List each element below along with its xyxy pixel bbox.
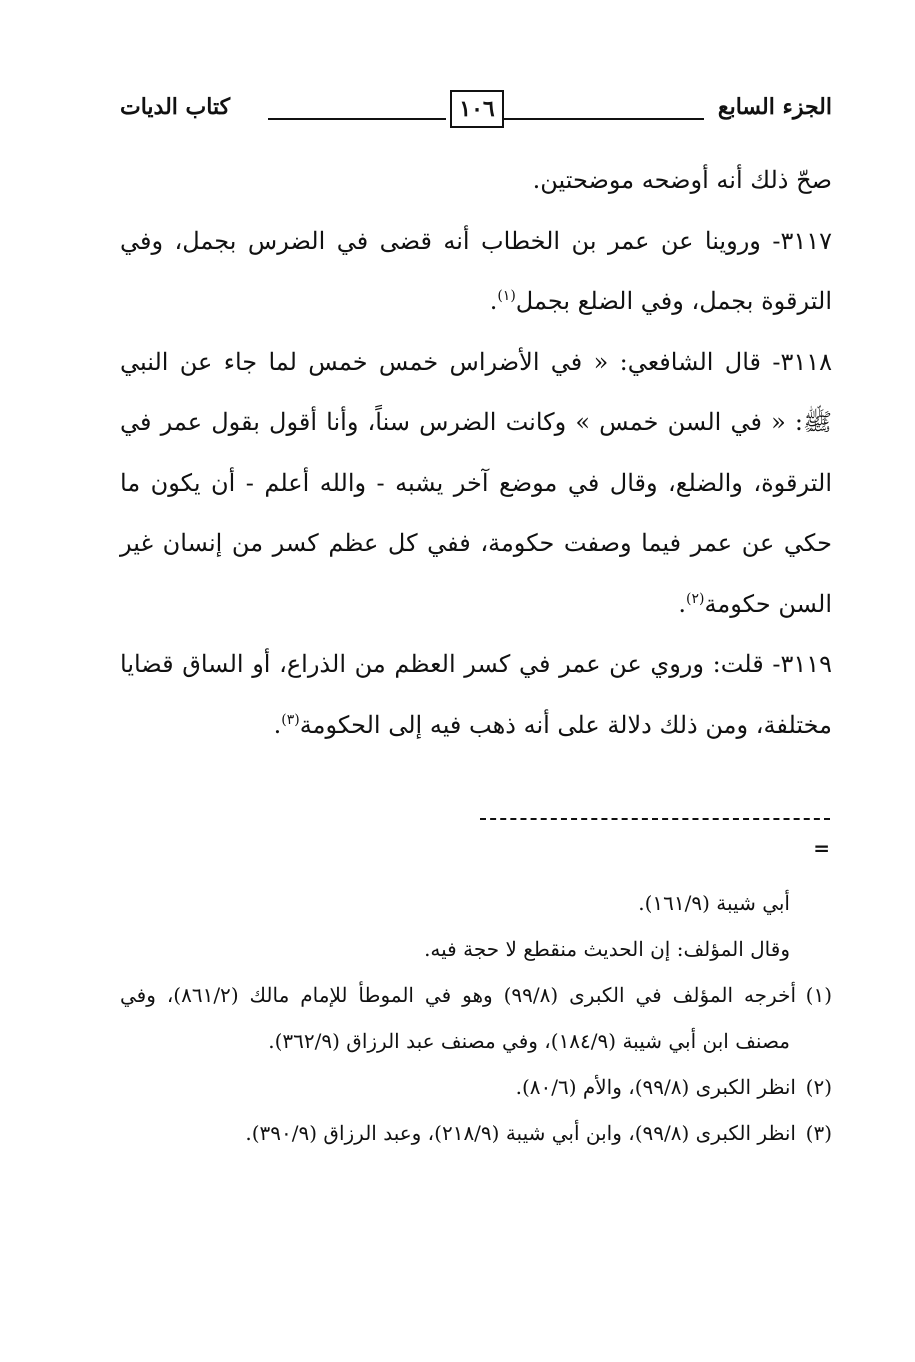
footnote-separator [480,818,830,820]
header-rule-right [504,118,704,120]
page-header [120,86,832,130]
page-number: ١٠٦ [450,90,504,128]
header-rule-left [268,118,446,120]
footnote-continued-line-2: وقال المؤلف: إن الحديث منقطع لا حجة فيه. [424,937,790,961]
footnote-continued-line-1: أبي شيبة (١٦١/٩). [638,891,790,915]
book-title: كتاب الديات [120,94,231,120]
footnotes [120,880,832,1156]
footnote-ref-3: (٣) [281,711,300,728]
footnote-2: (٢)انظر الكبرى (٩٩/٨)، والأم (٨٠/٦). [120,1064,832,1110]
footnote-ref-1: (١) [497,288,516,304]
footnote-number: (١) [805,983,832,1007]
footnote-number: (٣) [805,1121,832,1145]
main-text [120,150,832,755]
footnote-3: (٣)انظر الكبرى (٩٩/٨)، وابن أبي شيبة (٢١٨/٩)، وعبد الرزاق (٣٩٠/٩). [120,1110,832,1156]
paragraph-3119: ٣١١٩- قلت: وروي عن عمر في كسر العظم من الذراع، أو الساق قضايا مختلفة، ومن ذلك دلالة على أنه ذهب فيه إلى الحكومة$^{(٣)}$. [120,650,832,739]
footnote-continuation-mark: = [813,836,830,860]
paragraph-3118: ٣١١٨- قال الشافعي: « في الأضراس خمس خمس لما جاء عن النبي ﷺ: « في السن خمس » وكانت الضرس سناً، وأنا أقول بقول عمر في الترقوة، والضلع، وقال في موضع آخر يشبه - والله أعلم - أن يكون ما حكي عن عمر فيما وصفت حكومة، ففي كل عظم كسر من إنسان غير السن حكومة$^{(٢)}$. [120,347,832,618]
footnote-number: (٢) [805,1075,832,1099]
footnote-1: (١)أخرجه المؤلف في الكبرى (٩٩/٨) وهو في الموطأ للإمام مالك (٨٦١/٢)، وفي مصنف ابن أبي شيبة (١٨٤/٩)، وفي مصنف عبد الرزاق (٣٦٢/٩). [120,972,832,1064]
volume-title: الجزء السابع [717,94,832,120]
footnote-ref-2: (٢) [686,590,705,607]
paragraph-continuation: صحّ ذلك أنه أوضحه موضحتين. [532,166,832,194]
paragraph-3117: ٣١١٧- وروينا عن عمر بن الخطاب أنه قضى في الضرس بجمل، وفي الترقوة بجمل، وفي الضلع بجمل$^{(١)}$. [120,226,832,315]
